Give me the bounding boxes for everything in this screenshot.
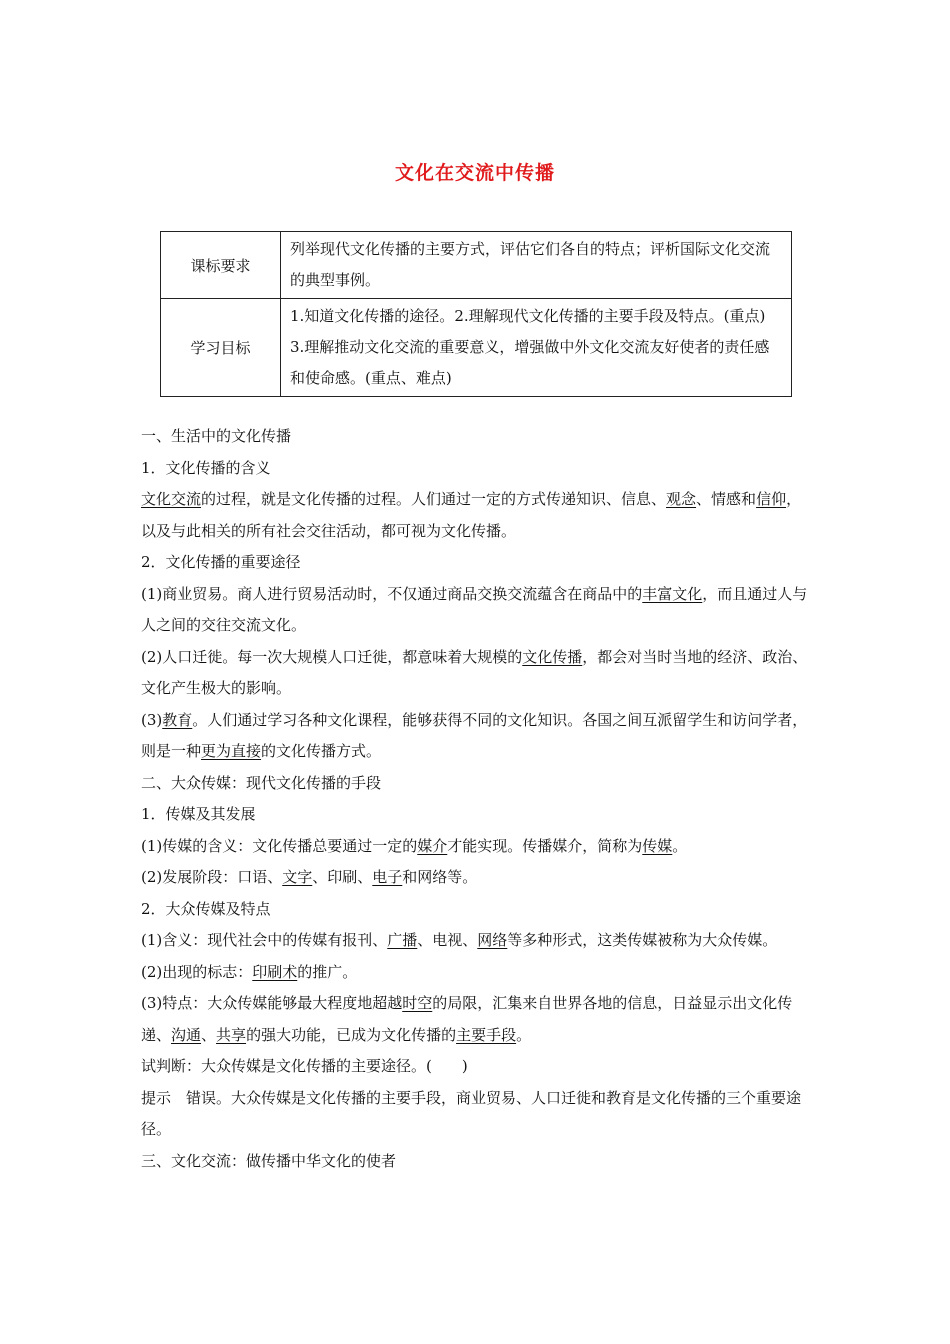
paragraph-text: ，都会对当时当地的经济、政治、文化产生极大的影响。 [141, 647, 808, 697]
fill-blank-answer: 媒介 [417, 836, 448, 855]
paragraph-text: (2)人口迁徙。每一次大规模人口迁徙，都意味着大规模的 [141, 647, 523, 666]
paragraph-text: 。人们通过学习各种文化课程，能够获得不同的文化知识。各国之间互派留学生和访问学者，则是一种 [141, 710, 808, 760]
fill-blank-answer: 信仰 [756, 490, 787, 508]
paragraph-text: (1)商业贸易。商人进行贸易活动时，不仅通过商品交换交流蕴含在商品中的 [141, 584, 643, 603]
hint-answer: 提示 错误。大众传媒是文化传播的主要手段，商业贸易、人口迁徙和教育是文化传播的三个重要途径。 [141, 1088, 802, 1138]
paragraph-text: 、 [201, 1025, 217, 1044]
paragraph-text: 、电视、 [417, 931, 478, 949]
paragraph-text: 等多种形式，这类传媒被称为大众传媒。 [507, 931, 778, 949]
paragraph-text: 。 [516, 1025, 532, 1044]
section-heading: 一、生活中的文化传播 [141, 427, 292, 445]
paragraph-text: (1)传媒的含义：文化传播总要通过一定的 [141, 836, 418, 855]
paragraph-text: 的局限，汇集来自世界各地的信息，日益显示出文化传递、 [141, 994, 793, 1044]
goals-text: 1.知道文化传播的途径。2.理解现代文化传播的主要手段及特点。(重点) 3.理解推动文化交流的重要意义，增强做中外文化交流友好使者的责任感和使命感。(重点、难点) [281, 299, 792, 397]
paragraph-text: 、情感和 [696, 490, 757, 508]
paragraph-text: 的过程，就是文化传播的过程。人们通过一定的方式传递知识、信息、 [201, 490, 667, 508]
fill-blank-answer: 主要手段 [456, 1025, 517, 1044]
section-heading: 三、文化交流：做传播中华文化的使者 [141, 1151, 397, 1170]
paragraph [141, 862, 811, 894]
paragraph [141, 957, 811, 989]
fill-blank-answer: 观念 [666, 490, 697, 508]
fill-blank-answer: 印刷术 [252, 962, 298, 981]
paragraph-text: 、印刷、 [312, 868, 373, 886]
paragraph [141, 642, 811, 705]
paragraph-text: ，以及与此相关的所有社会交往活动，都可视为文化传播。 [141, 490, 802, 540]
page-title: 文化在交流中传播 [394, 162, 555, 184]
curriculum-label: 课标要求 [161, 232, 281, 299]
paragraph-text: (3)特点：大众传媒能够最大程度地超越 [141, 994, 403, 1012]
paragraph-text: (2)出现的标志： [141, 962, 253, 981]
paragraph-text: 。 [672, 836, 688, 855]
paragraph-text: (2)发展阶段：口语、 [141, 868, 283, 886]
curriculum-text: 列举现代文化传播的主要方式，评估它们各自的特点；评析国际文化交流的典型事例。 [281, 232, 792, 299]
paragraph-text: 才能实现。传播媒介，简称为 [447, 836, 643, 855]
fill-blank-answer: 网络 [477, 931, 508, 949]
standards-table [160, 231, 792, 397]
subsection-heading: 1．传媒及其发展 [141, 805, 256, 823]
fill-blank-answer: 文化传播 [522, 647, 583, 666]
fill-blank-answer: 沟通 [171, 1025, 202, 1044]
paragraph-text: 的文化传播方式。 [261, 742, 382, 760]
fill-blank-answer: 更为直接 [201, 742, 262, 760]
paragraph-text: (1)含义：现代社会中的传媒有报刊、 [141, 931, 388, 949]
fill-blank-answer: 文化交流 [141, 490, 202, 508]
subsection-heading: 2．文化传播的重要途径 [141, 553, 301, 571]
paragraph [141, 925, 811, 957]
subsection-heading: 1．文化传播的含义 [141, 458, 271, 477]
judgement-question: 试判断：大众传媒是文化传播的主要途径。( ) [141, 1057, 468, 1075]
table-row [161, 299, 792, 397]
paragraph [141, 705, 811, 768]
paragraph-text: 和网络等。 [402, 868, 478, 886]
paragraph [141, 579, 811, 642]
paragraph [141, 484, 811, 547]
paragraph-text: (3) [141, 710, 163, 729]
paragraph-text: ，而且通过人与人之间的交往交流文化。 [141, 584, 808, 634]
document-body [141, 421, 811, 1177]
fill-blank-answer: 共享 [216, 1025, 247, 1044]
paragraph-text: 的强大功能，已成为文化传播的 [246, 1025, 457, 1044]
fill-blank-answer: 时空 [402, 994, 433, 1012]
paragraph [141, 988, 811, 1051]
fill-blank-answer: 丰富文化 [642, 584, 703, 603]
section-heading: 二、大众传媒：现代文化传播的手段 [141, 773, 382, 792]
goals-label: 学习目标 [161, 299, 281, 397]
fill-blank-answer: 广播 [387, 931, 418, 949]
subsection-heading: 2．大众传媒及特点 [141, 899, 271, 918]
fill-blank-answer: 电子 [372, 868, 403, 886]
paragraph [141, 831, 811, 863]
table-row [161, 232, 792, 299]
paragraph-text: 的推广。 [297, 962, 358, 981]
fill-blank-answer: 传媒 [642, 836, 673, 855]
fill-blank-answer: 文字 [282, 868, 313, 886]
fill-blank-answer: 教育 [162, 710, 193, 729]
